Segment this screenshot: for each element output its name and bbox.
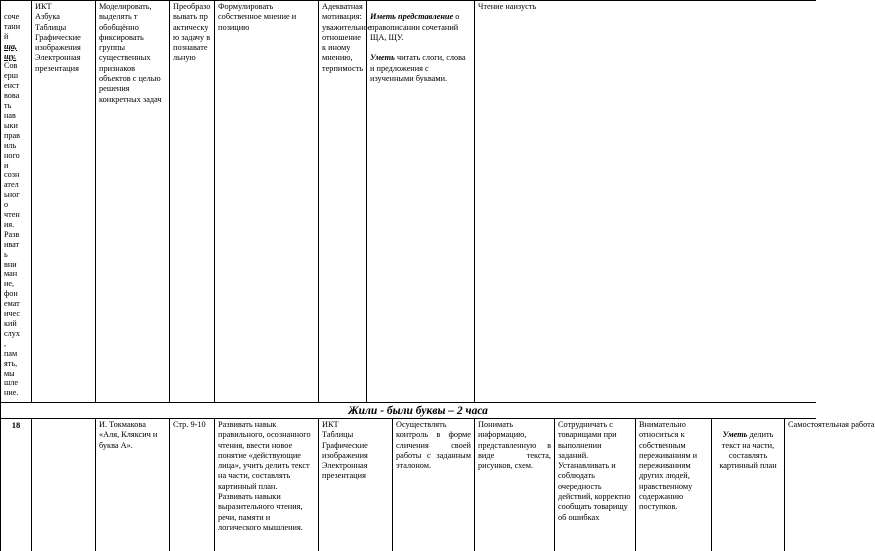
row1-col1-line: ние.: [4, 388, 19, 398]
row1-col1-line: й: [4, 31, 9, 41]
row2-col10-bold: Уметь: [722, 430, 748, 440]
row1-col1-line: вова: [4, 91, 20, 101]
row1-col1-line: слух: [4, 328, 20, 338]
row1-col1-line: ть: [4, 101, 12, 111]
row2-col11-control: Самостоятельная работа: [788, 420, 875, 429]
row1-col1-line: иват: [4, 239, 20, 249]
row2-col4-goals: Развивать навык правильного, осознанного чтения, ввести новое понятие «действующие лица», учить делить текст на части, составлять картинный план. Развивать навыки выразительного чтения, речи, памяти и логического мышления.: [218, 420, 311, 532]
row1-col1-line: емат: [4, 299, 20, 309]
row1-col1-line: тани: [4, 21, 21, 31]
row1-col2-tools: ИКТ Азбука Таблицы Графические изображения Электронная презентация: [35, 2, 81, 73]
row1-col1-line: ьног: [4, 190, 20, 200]
row1-col1-line: шле: [4, 378, 19, 388]
row1-col1-line: енст: [4, 81, 20, 91]
row1-col1-line: щу.: [4, 51, 17, 61]
row1-col1-line: ь: [4, 249, 8, 259]
row1-col1-line: нав: [4, 110, 16, 120]
row2-col5-tools: ИКТ Таблицы Графические изображения Электронная презентация: [322, 420, 368, 481]
row1-col1-visual: [4, 12, 28, 398]
row1-col1-line: иль: [4, 140, 17, 150]
row1-col1-line: чтен: [4, 210, 20, 220]
row1-col1-line: ,: [4, 338, 7, 348]
row1-col1-line: фон: [4, 289, 18, 299]
row1-col1-line: соче: [4, 11, 20, 21]
row1-col6-personal: Адекватная мотивация: уважительное отношение к иному мнению, терпимость: [322, 2, 372, 73]
row2-number: 18: [11, 420, 21, 430]
row1-col1-line: ща,: [4, 41, 17, 51]
row1-col4-regulative: Преобразовывать практическую задачу в познавательную: [173, 2, 211, 63]
row1-col1-line: и: [4, 160, 9, 170]
row2-col6-regulative: Осуществлять контроль в форме сличения своей работы с заданным эталоном.: [396, 420, 471, 471]
row2-col10-text: делить текст на части, составлять картинный план: [719, 430, 777, 471]
row1-col1-line: ия.: [4, 219, 15, 229]
row2-col9-personal: Внимательно относиться к собственным переживаниям и переживаниям других людей, нравственному содержанию поступков.: [639, 420, 698, 512]
row1-col1-line: ыки: [4, 120, 18, 130]
row1-col1-line: о: [4, 200, 9, 210]
row2-col10-subject: [712, 419, 784, 551]
row2-col7-cognitive: Понимать информацию, представленную в виде текста, рисунков, схем.: [478, 420, 551, 471]
row1-col1-line: ного: [4, 150, 20, 160]
row1-col1-line: мы: [4, 368, 15, 378]
row1-col7-text-1: о правописании сочетаний ЩА, ЩУ.: [370, 12, 460, 42]
row1-col7-subject: [367, 1, 474, 402]
row1-col3-cognitive: Моделировать, выделять т обобщённо фиксировать группы существенных признаков объектов с целью решения конкретных задач: [99, 2, 162, 104]
row1-col1-line: созн: [4, 170, 20, 180]
section-title: Жили - были буквы – 2 часа: [348, 405, 488, 417]
row1-col1-line: ие,: [4, 279, 15, 289]
row1-col7-bold-1: Иметь представление: [370, 12, 454, 22]
row1-col1-line: ять,: [4, 358, 18, 368]
row1-col7-text-2: читать слоги, слова и предложения с изученными буквами.: [370, 53, 466, 84]
row1-col1-line: ман: [4, 269, 18, 279]
row1-col1-line: прав: [4, 130, 20, 140]
row2-col1: [32, 419, 95, 551]
row1-col7-bold-2: Уметь: [370, 53, 395, 63]
row1-col1-goals: [1, 1, 31, 402]
row2-col2-topic: И. Токмакова «Аля, Кляксич и буква А».: [99, 420, 158, 450]
row1-col1-line: Сов: [4, 61, 18, 71]
row1-col1-line: ател: [4, 180, 19, 190]
row2-col8-communicative: Сотрудничать с товарищами при выполнении заданий. Устанавливать и соблюдать очередность действий, корректно сообщать товарищу об ошибках: [558, 420, 631, 522]
row1-col5-communicative: Формулировать собственное мнение и позицию: [218, 2, 297, 32]
row1-col1-line: пам: [4, 348, 18, 358]
row1-col1-line: кий: [4, 319, 17, 328]
row2-col3-pages: Стр. 9-10: [173, 420, 206, 429]
row1-col1-line: ичес: [4, 309, 20, 319]
row1-col8-control: Чтение наизусть: [478, 2, 537, 11]
row1-col1-line: ерш: [4, 71, 19, 81]
row1-col1-line: Разв: [4, 229, 20, 239]
row1-col1-line: вни: [4, 259, 17, 269]
